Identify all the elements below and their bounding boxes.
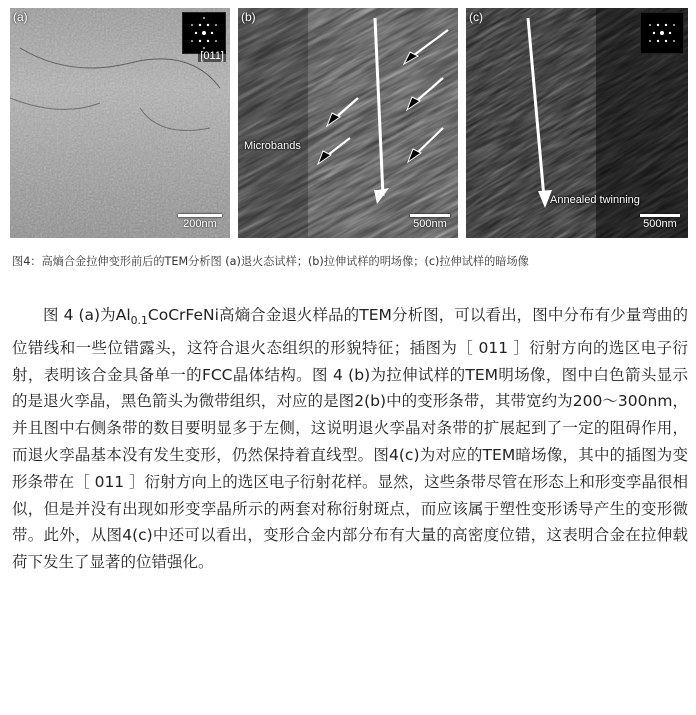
alloy-subscript: 0.1	[130, 314, 148, 328]
zone-axis-label-a: [011]	[200, 50, 224, 62]
tem-panel-a	[10, 8, 230, 238]
scalebar-label-c: 500nm	[643, 218, 677, 230]
paragraph-1-start: 图 4 (a)为Al	[43, 306, 131, 324]
tem-panel-b	[238, 8, 458, 238]
scalebar-a	[178, 214, 222, 230]
microbands-annotation: Microbands	[244, 140, 301, 152]
paragraph-1-rest: CoCrFeNi高熵合金退火样品的TEM分析图，可以看出，图中分布有少量弯曲的位错线和一些位错露头，这符合退火态组织的形貌特征；插图为［ 011 ］衍射方向的选区电子衍射，表明该合金具备单一的FCC晶体结构。图 4 (b)为拉伸试样的TEM明场像，图中白色箭头显示的是退火孪晶，黑色箭头为微带组织，对应的是图2(b)中的变形条带，其带宽约为200～300nm，并且图中右侧条带的数目要明显多于左侧，这说明退火孪晶对条带的扩展起到了一定的阻碍作用，而退火孪晶基本没有发生变形，仍然保持着直线型。图4(c)为对应的TEM暗场像，其中的插图为变形条带在［ 011 ］衍射方向上的选区电子衍射花样。显然，这些条带尽管在形态上和形变孪晶很相似，但是并没有出现如形变孪晶所示的两套对称衍射斑点，而应该属于塑性变形诱导产生的变形微带。此外，从图4(c)中还可以看出，变形合金内部分布有大量的高密度位错，这表明合金在拉伸载荷下发生了显著的位错强化。	[12, 306, 689, 572]
scalebar-c	[640, 214, 680, 230]
tem-panel-c	[466, 8, 688, 238]
panel-label-c: (c)	[469, 10, 483, 24]
figure-caption: 图4：高熵合金拉伸变形前后的TEM分析图 (a)退火态试样；(b)拉伸试样的明场像；(c)拉伸试样的暗场像	[12, 255, 529, 268]
scalebar-label-b: 500nm	[413, 218, 447, 230]
tem-image-b	[238, 8, 458, 238]
annealed-twinning-annotation: Annealed twinning	[550, 194, 640, 206]
scalebar-label-a: 200nm	[183, 218, 217, 230]
scalebar-b	[410, 214, 450, 230]
figure-4	[10, 8, 688, 240]
panel-label-b: (b)	[241, 10, 256, 24]
diffraction-inset-c	[640, 12, 684, 54]
diffraction-inset-a	[182, 12, 226, 54]
panel-label-a: (a)	[13, 10, 28, 24]
paragraph-1	[12, 302, 688, 576]
body-text	[12, 302, 688, 576]
